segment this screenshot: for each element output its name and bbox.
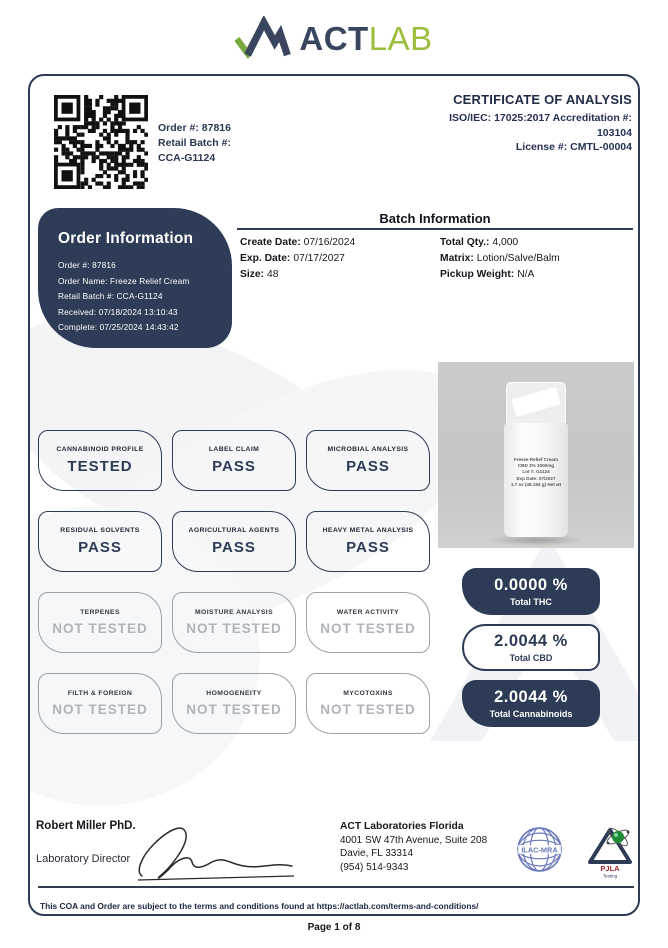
lab-address-lines	[340, 834, 487, 875]
test-box-terpenes	[38, 592, 162, 653]
test-name: MOISTURE ANALYSIS	[194, 609, 274, 616]
test-name: LABEL CLAIM	[208, 446, 260, 453]
bottle-label-line: CBD 2% 1000mg	[517, 463, 555, 469]
logo-act-text: ACT	[299, 19, 369, 57]
certificate-title: CERTIFICATE OF ANALYSIS	[453, 92, 632, 107]
order-information-lines	[58, 258, 218, 336]
test-box-agricultural-agents	[172, 511, 296, 572]
certificate-header	[360, 92, 632, 155]
terms-text: This COA and Order are subject to the terms and conditions found at	[40, 901, 317, 911]
footer-divider	[38, 886, 634, 888]
test-result: PASS	[346, 458, 390, 475]
test-name: WATER ACTIVITY	[336, 609, 400, 616]
bottle-label-line: 1.7 oz (48.194 g) Net wt	[510, 481, 562, 487]
order-information-card	[38, 208, 232, 348]
batch-field-value: 4,000	[492, 237, 519, 248]
test-box-cannabinoid-profile	[38, 430, 162, 491]
pjla-label: PJLA	[600, 864, 620, 873]
test-result: TESTED	[67, 458, 133, 475]
batch-information-title: Batch Information	[379, 211, 491, 226]
qr-text-line: Order #: 87816	[158, 122, 231, 134]
test-result: NOT TESTED	[320, 702, 416, 717]
batch-field-label: Total Qty.:	[440, 237, 490, 248]
qr-code	[54, 95, 148, 189]
pjla-sub-label: Testing	[602, 873, 618, 879]
batch-field-value: 07/16/2024	[303, 237, 356, 248]
actlab-logo	[0, 14, 668, 62]
test-result: NOT TESTED	[186, 702, 282, 717]
batch-field-pickup-weight	[440, 267, 632, 283]
address-line: 4001 SW 47th Avenue, Suite 208	[340, 834, 488, 846]
accreditation-number: 103104	[596, 126, 632, 139]
test-box-homogeneity	[172, 673, 296, 734]
actlab-logo-text	[299, 19, 433, 57]
bottle-label-line: Freeze Relief Cream	[514, 457, 558, 462]
signer-name: Robert Miller PhD.	[36, 820, 136, 832]
total-box-total-cbd	[462, 624, 600, 671]
batch-information-section	[240, 235, 632, 284]
test-result: PASS	[346, 539, 390, 556]
test-result: PASS	[212, 539, 256, 556]
address-line: Davie, FL 33314	[340, 848, 414, 859]
total-label: Total THC	[510, 597, 552, 607]
test-box-mycotoxins	[306, 673, 430, 734]
bottle-pump	[511, 387, 560, 417]
bottle-label	[504, 457, 568, 488]
batch-field-label: Pickup Weight:	[440, 269, 515, 281]
ilac-mra-label: ILAC-MRA	[521, 845, 558, 855]
batch-field-label: Matrix:	[440, 253, 474, 265]
test-name: HOMOGENEITY	[206, 690, 262, 697]
batch-field-total-qty	[440, 235, 632, 251]
batch-field-value: N/A	[517, 269, 535, 281]
test-box-water-activity	[306, 592, 430, 653]
order-info-line: Complete: 07/25/2024 14:43:42	[58, 322, 179, 332]
test-result: NOT TESTED	[52, 621, 148, 636]
terms-line	[40, 901, 479, 911]
test-box-filth-foreign	[38, 673, 162, 734]
total-label: Total CBD	[509, 653, 553, 663]
batch-field-label: Exp. Date:	[240, 253, 291, 265]
address-line: (954) 514-9343	[340, 861, 409, 873]
bottle-label-line: Lot #: G1124	[522, 469, 550, 475]
test-box-residual-solvents	[38, 511, 162, 572]
total-value: 0.0000 %	[494, 576, 568, 594]
order-info-line: Received: 07/18/2024 13:10:43	[58, 306, 178, 317]
batch-field-exp-date	[240, 251, 440, 267]
total-value: 2.0044 %	[494, 688, 568, 706]
qr-text-line: Retail Batch #:	[158, 137, 231, 149]
test-name: CANNABINOID PROFILE	[56, 446, 144, 453]
batch-field-label: Create Date:	[240, 237, 301, 248]
batch-field-size	[240, 267, 440, 283]
test-name: RESIDUAL SOLVENTS	[60, 527, 140, 534]
test-name: HEAVY METAL ANALYSIS	[322, 527, 414, 534]
batch-field-label: Size:	[240, 269, 265, 281]
test-name: TERPENES	[80, 609, 120, 616]
test-box-moisture-analysis	[172, 592, 296, 653]
lab-address-block	[340, 820, 487, 874]
total-box-total-thc	[462, 568, 600, 615]
batch-field-create-date	[240, 235, 440, 251]
test-result: PASS	[212, 458, 256, 475]
test-results-grid	[38, 430, 430, 734]
batch-info-right-column	[440, 235, 632, 284]
test-box-microbial-analysis	[306, 430, 430, 491]
test-result: NOT TESTED	[320, 621, 416, 636]
order-info-line: Order Name: Freeze Relief Cream	[58, 275, 190, 286]
test-result: PASS	[78, 539, 122, 556]
batch-field-value: 07/17/2027	[293, 253, 345, 265]
order-info-line: Order #: 87816	[58, 260, 116, 270]
batch-info-left-column	[240, 235, 440, 284]
product-photo	[438, 362, 634, 548]
accreditation-line: ISO/IEC: 17025:2017 Accreditation #:	[449, 112, 632, 124]
bottle-cap	[506, 382, 566, 426]
test-name: MICROBIAL ANALYSIS	[327, 446, 409, 453]
total-value: 2.0044 %	[494, 632, 568, 650]
total-label: Total Cannabinoids	[489, 709, 573, 719]
order-information-title: Order Information	[58, 230, 194, 247]
test-result: NOT TESTED	[186, 621, 282, 636]
terms-link[interactable]: https://actlab.com/terms-and-conditions/	[316, 901, 479, 911]
test-box-label-claim	[172, 430, 296, 491]
batch-field-value: Lotion/Salve/Balm	[476, 253, 560, 265]
order-info-line: Retail Batch #: CCA-G1124	[58, 291, 163, 301]
page-number: Page 1 of 8	[307, 922, 361, 933]
actlab-logo-icon	[235, 16, 291, 60]
test-name: AGRICULTURAL AGENTS	[188, 527, 280, 534]
license-line: License #: CMTL-00004	[515, 141, 632, 153]
batch-field-matrix	[440, 251, 632, 267]
bottle-body	[504, 423, 568, 537]
test-name: MYCOTOXINS	[343, 690, 393, 697]
pjla-testing-icon	[584, 822, 636, 879]
bottle-label-line: Exp Date: 07/2027	[516, 475, 556, 481]
signer-title: Laboratory Director	[36, 853, 131, 865]
total-box-total-cannabinoids	[462, 680, 600, 727]
test-result: NOT TESTED	[52, 702, 148, 717]
qr-text-line: CCA-G1124	[158, 152, 216, 164]
batch-field-value: 48	[267, 269, 279, 281]
batch-information-divider	[237, 228, 633, 230]
logo-lab-text: LAB	[368, 19, 433, 57]
signature	[112, 814, 317, 888]
cannabinoid-totals	[462, 568, 600, 727]
lab-name: ACT Laboratories Florida	[340, 821, 464, 832]
test-name: FILTH & FOREIGN	[67, 690, 133, 697]
ilac-mra-accreditation-icon	[516, 826, 563, 873]
test-box-heavy-metal-analysis	[306, 511, 430, 572]
qr-side-text	[158, 121, 231, 166]
